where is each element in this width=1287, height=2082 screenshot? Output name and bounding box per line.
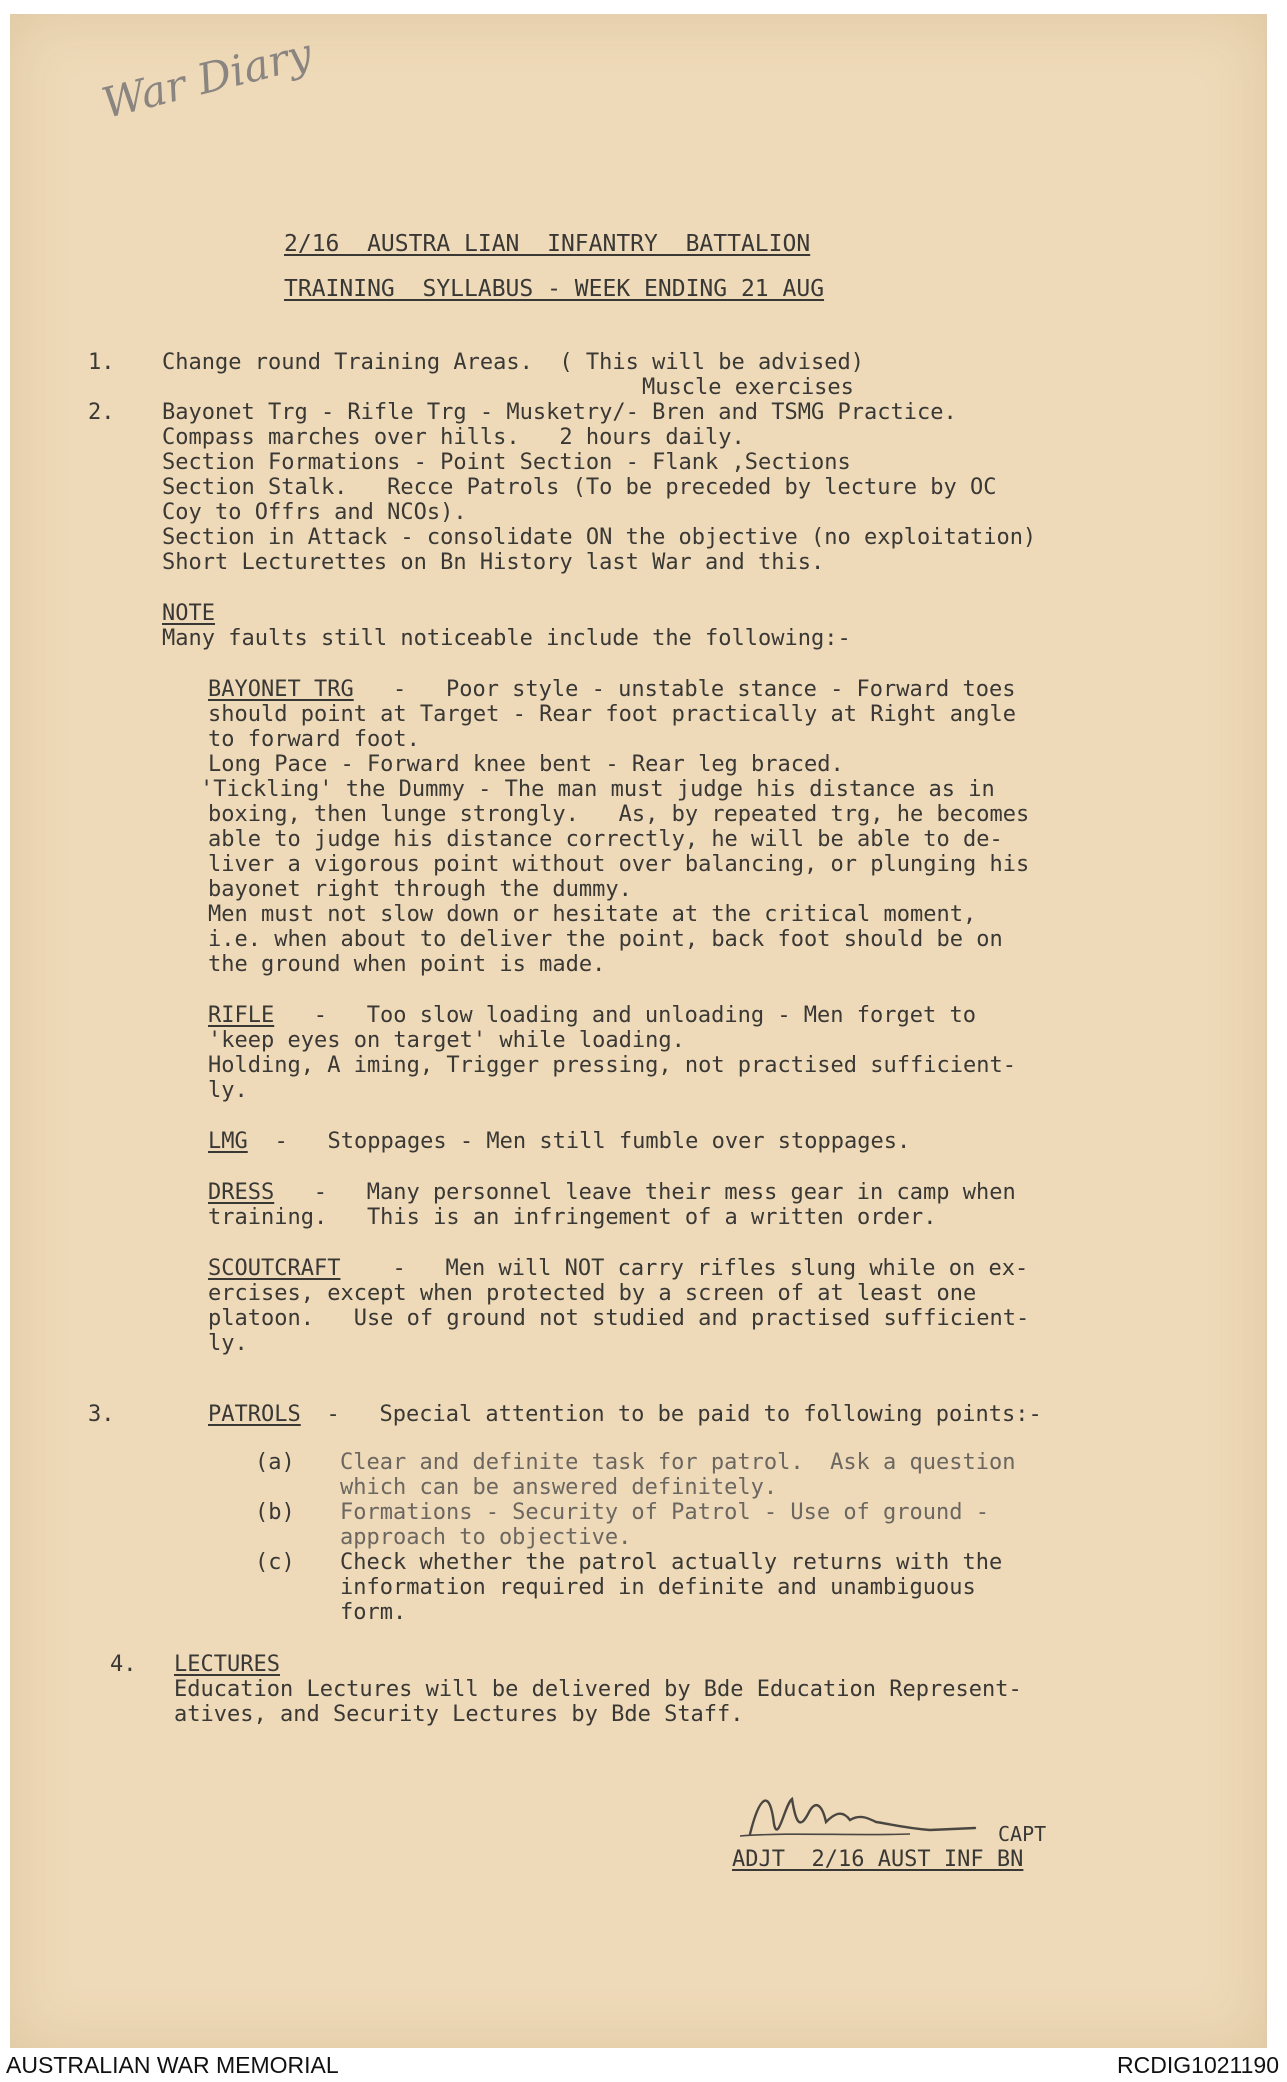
- patrol-sub-line: form.: [340, 1600, 407, 1625]
- bayonet-line: to forward foot.: [208, 727, 420, 752]
- scoutcraft-line: ercises, except when protected by a screen of at least one: [208, 1281, 977, 1306]
- header-title: 2/16 AUSTRA LIAN INFANTRY BATTALION: [284, 231, 811, 257]
- patrol-sub-line: approach to objective.: [340, 1525, 632, 1550]
- item3-number: 3.: [88, 1402, 115, 1427]
- patrol-sub-line: Clear and definite task for patrol. Ask a question: [340, 1450, 1016, 1475]
- lectures-label: LECTURES: [174, 1652, 280, 1677]
- footer-archive-name: AUSTRALIAN WAR MEMORIAL: [6, 2052, 339, 2078]
- bayonet-line: should point at Target - Rear foot practically at Right angle: [208, 702, 1016, 727]
- signature-appointment: ADJT 2/16 AUST INF BN: [732, 1847, 1024, 1872]
- item4-number: 4.: [110, 1652, 137, 1677]
- bayonet-line: liver a vigorous point without over balancing, or plunging his: [208, 852, 1030, 877]
- item2-line: Compass marches over hills. 2 hours daily.: [162, 425, 745, 450]
- bayonet-line: - Poor style - unstable stance - Forward toes: [340, 677, 1016, 702]
- bayonet-line: 'Tickling' the Dummy - The man must judge his distance as in: [200, 777, 995, 802]
- bayonet-line: the ground when point is made.: [208, 952, 606, 977]
- rifle-line: - Too slow loading and unloading - Men forget to: [274, 1003, 976, 1028]
- patrol-sub-tag: (a): [255, 1450, 295, 1475]
- patrol-sub-tag: (c): [255, 1550, 295, 1575]
- lmg-text: - Stoppages - Men still fumble over stoppages.: [248, 1129, 911, 1154]
- lectures-line: atives, and Security Lectures by Bde Staff.: [174, 1702, 744, 1727]
- dress-line: training. This is an infringement of a written order.: [208, 1205, 937, 1230]
- document-body: [10, 14, 1265, 2048]
- paper-sheet: [10, 14, 1267, 2048]
- patrol-sub-line: information required in definite and unambiguous: [340, 1575, 976, 1600]
- item2-line: Coy to Offrs and NCOs).: [162, 500, 467, 525]
- patrol-sub-line: which can be answered definitely.: [340, 1475, 778, 1500]
- item1-number: 1.: [88, 350, 115, 375]
- scoutcraft-line: ly.: [208, 1331, 248, 1356]
- rifle-line: ly.: [208, 1078, 248, 1103]
- bayonet-line: i.e. when about to deliver the point, back foot should be on: [208, 927, 1003, 952]
- rifle-label: RIFLE: [208, 1003, 275, 1028]
- lmg-label: LMG: [208, 1129, 248, 1154]
- bayonet-label: BAYONET TRG: [208, 677, 354, 702]
- handwritten-note: War Diary: [97, 28, 317, 128]
- item2-line: Section Formations - Point Section - Flank ,Sections: [162, 450, 851, 475]
- rifle-line: Holding, A iming, Trigger pressing, not practised sufficient-: [208, 1053, 1016, 1078]
- bayonet-line: able to judge his distance correctly, he will be able to de-: [208, 827, 1003, 852]
- scoutcraft-line: platoon. Use of ground not studied and practised sufficient-: [208, 1306, 1030, 1331]
- handwritten-signature: [730, 1784, 990, 1854]
- item2-line: Bayonet Trg - Rifle Trg - Musketry/- Bren and TSMG Practice.: [162, 400, 957, 425]
- signature-rank: CAPT: [998, 1822, 1047, 1846]
- footer-record-id: RCDIG1021190: [1117, 2052, 1279, 2078]
- scoutcraft-label: SCOUTCRAFT: [208, 1256, 341, 1281]
- note-heading: NOTE: [162, 601, 215, 626]
- patrols-text: - Special attention to be paid to following points:-: [300, 1402, 1042, 1427]
- dress-label: DRESS: [208, 1180, 275, 1205]
- header-subtitle: TRAINING SYLLABUS - WEEK ENDING 21 AUG: [284, 276, 825, 302]
- bayonet-line: boxing, then lunge strongly. As, by repeated trg, he becomes: [208, 802, 1030, 827]
- bayonet-line: Long Pace - Forward knee bent - Rear leg braced.: [208, 752, 844, 777]
- patrol-sub-tag: (b): [255, 1500, 295, 1525]
- note-intro: Many faults still noticeable include the following:-: [162, 626, 851, 651]
- lectures-line: Education Lectures will be delivered by Bde Education Represent-: [174, 1677, 1022, 1702]
- item1-text: Change round Training Areas. ( This will be advised): [162, 350, 864, 375]
- patrol-sub-line: Check whether the patrol actually returns with the: [340, 1550, 1003, 1575]
- item2-line: Short Lecturettes on Bn History last War and this.: [162, 550, 825, 575]
- bayonet-line: Men must not slow down or hesitate at the critical moment,: [208, 902, 977, 927]
- item2-line: Section in Attack - consolidate ON the objective (no exploitation): [162, 525, 1037, 550]
- scoutcraft-line: - Men will NOT carry rifles slung while on ex-: [366, 1256, 1029, 1281]
- patrol-sub-line: Formations - Security of Patrol - Use of ground -: [340, 1500, 990, 1525]
- item2-number: 2.: [88, 400, 115, 425]
- item2-insert: Muscle exercises: [642, 375, 854, 400]
- dress-line: - Many personnel leave their mess gear in camp when: [274, 1180, 1016, 1205]
- patrols-label: PATROLS: [208, 1402, 301, 1427]
- rifle-line: 'keep eyes on target' while loading.: [208, 1028, 685, 1053]
- item2-line: Section Stalk. Recce Patrols (To be preceded by lecture by OC: [162, 475, 997, 500]
- bayonet-line: bayonet right through the dummy.: [208, 877, 632, 902]
